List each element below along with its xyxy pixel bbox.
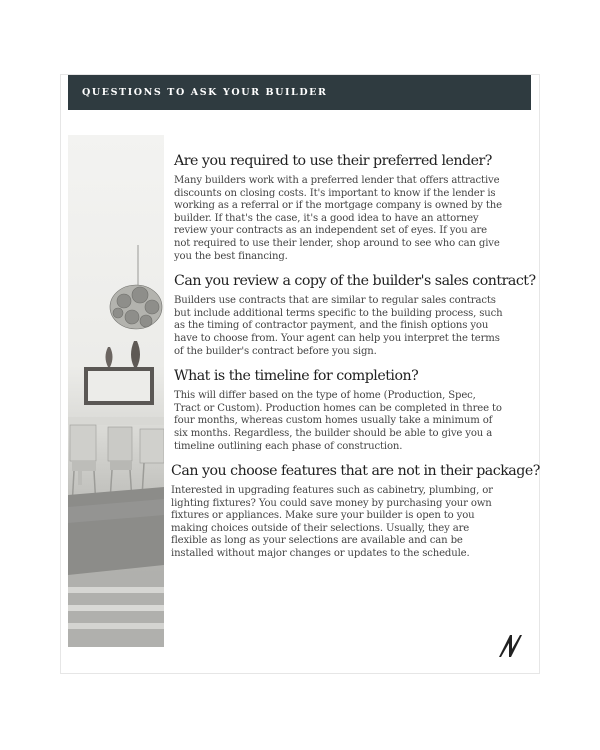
interior-dining-room-photo [68,135,164,647]
answer-text: Builders use contracts that are similar to regular sales contracts but include additional terms specific to the building process, such as the timing of contractor payment, and the finish options you have to choose from. Your agent can help you interpret the terms of the builder's contract before you sign. [174,295,503,357]
answer-text: This will differ based on the type of home (Production, Spec, Tract or Custom). Production homes can be completed in three to four months, whereas custom homes usually take a minimum of six months. Regardless, the builder should be able to give you a timeline outlining each phase of construction. [174,390,502,452]
question-section [174,153,504,263]
questions-list [171,153,540,571]
question-section [174,273,536,358]
answer-text: Interested in upgrading features such as cabinetry, plumbing, or lighting fixtures? You could save money by purchasing your own fixtures or appliances. Make sure your builder is open to you making choices outside of their selections. Usually, they are flexible as long as your selections are available and can be installed without major changes or updates to the schedule. [171,485,493,560]
answer-text: Many builders work with a preferred lender that offers attractive discounts on closing costs. It's important to know if the lender is working as a referral or if the mortgage company is owned by the builder. If that's the case, it's a good idea to have an attorney review your contracts as an independent set of eyes. If you are not required to use their lender, shop around to see who can give you the best financing. [174,175,502,262]
question-heading: Can you choose features that are not in their package? [171,463,540,480]
question-heading: Are you required to use their preferred lender? [174,153,492,169]
header-band [68,75,531,110]
header-title: QUESTIONS TO ASK YOUR BUILDER [82,87,328,98]
question-section [171,463,540,561]
question-heading: Can you review a copy of the builder's sales contract? [174,273,536,290]
question-section [174,368,504,453]
brand-monogram-logo [497,634,523,658]
question-heading: What is the timeline for completion? [174,368,419,385]
